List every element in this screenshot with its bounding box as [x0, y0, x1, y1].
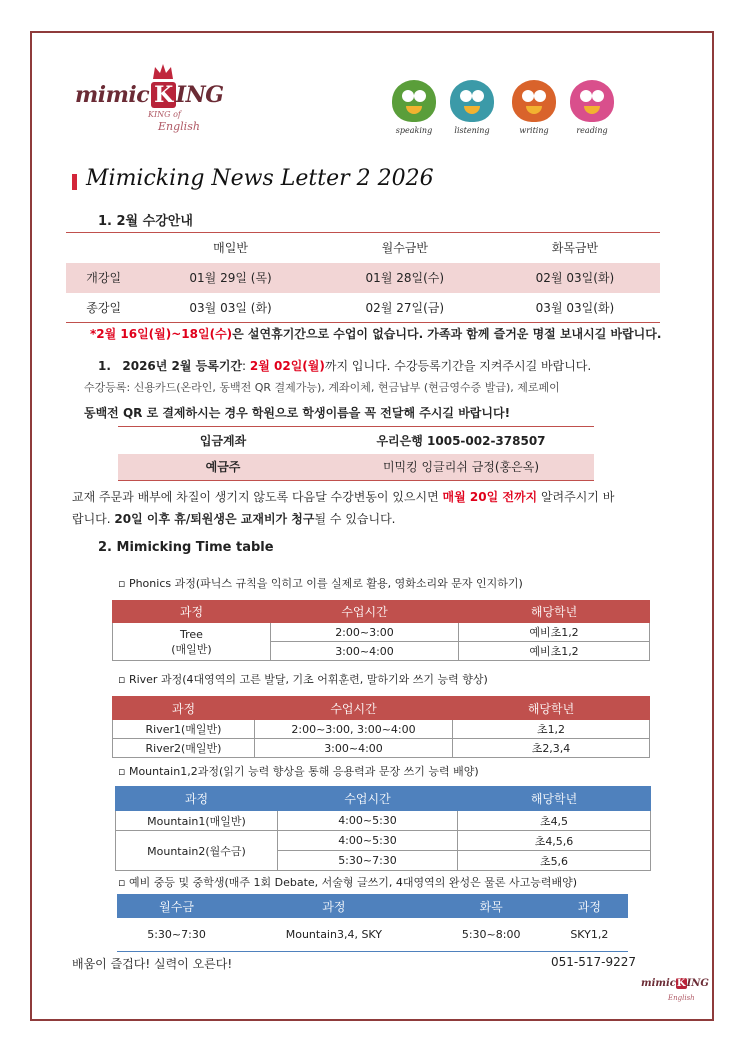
col-header: 월수금	[117, 894, 236, 918]
footer-logo: mimicKING	[641, 978, 709, 989]
account-label: 입금계좌	[118, 427, 328, 454]
mountain-title: ▫ Mountain1,2과정(읽기 능력 향상을 통해 응용력과 문장 쓰기 능력 배양)	[118, 765, 479, 778]
grade: 예비초1,2	[459, 642, 650, 661]
schedule-header: 월수금반	[320, 233, 490, 263]
col-header: 수업시간	[278, 787, 458, 811]
footer-phone: 051-517-9227	[551, 955, 637, 969]
grade: 초4,5,6	[458, 831, 651, 851]
class-time: 2:00~3:00, 3:00~4:00	[255, 720, 453, 739]
title-marker	[72, 174, 77, 190]
row-label: 종강일	[66, 293, 141, 323]
col-header: 해당학년	[453, 697, 650, 720]
bird-label: writing	[519, 126, 549, 135]
course-name: Tree (매일반)	[113, 623, 271, 661]
section1-heading: 1. 2월 수강안내	[98, 214, 193, 229]
schedule-cell: 01월 28일(수)	[320, 263, 490, 293]
class-time: 4:00~5:30	[278, 831, 458, 851]
col-header: 해당학년	[459, 601, 650, 623]
phonics-title: ▫ Phonics 과정(파닉스 규칙을 익히고 이를 실제로 활용, 영화소리와 문자 인지하기)	[118, 577, 523, 590]
bird-speaking-icon	[392, 80, 436, 122]
grade: 초2,3,4	[453, 739, 650, 758]
footer-logo-english: English	[668, 994, 695, 1002]
newsletter-title: Mimicking News Letter 2 2026	[86, 166, 434, 191]
river-table	[112, 696, 650, 758]
col-header: 과정	[551, 894, 628, 918]
logo-english: English	[158, 120, 200, 133]
bird-reading-icon	[570, 80, 614, 122]
bird-label: listening	[454, 126, 490, 135]
col-header: 과정	[236, 894, 432, 918]
course-name: Mountain3,4, SKY	[236, 918, 432, 951]
class-time: 5:30~8:00	[432, 918, 551, 951]
grade: 예비초1,2	[459, 623, 650, 642]
schedule-header: 매일반	[141, 233, 319, 263]
footer-slogan: 배움이 즐겁다! 실력이 오른다!	[72, 957, 233, 971]
registration-period: 1. 2026년 2월 등록기간: 2월 02일(월)까지 입니다. 수강등록기간을 지켜주시길 바랍니다.	[98, 359, 592, 373]
grade: 초5,6	[458, 851, 651, 871]
schedule-header: 화목금반	[490, 233, 660, 263]
col-header: 수업시간	[271, 601, 459, 623]
textbook-notice: 교재 주문과 배부에 차질이 생기지 않도록 다음달 수강변동이 있으시면 매월 20일 전까지 알려주시기 바 랍니다. 20일 이후 휴/퇴원생은 교재비가 청구될 수 있습니다.	[72, 490, 615, 526]
account-holder-value: 미믹킹 잉글리쉬 금정(홍은옥)	[328, 454, 594, 481]
schedule-cell: 03월 03일(화)	[490, 293, 660, 323]
schedule-cell: 02월 27일(금)	[320, 293, 490, 323]
class-time: 4:00~5:30	[278, 811, 458, 831]
grade: 초4,5	[458, 811, 651, 831]
middle-title: ▫ 예비 중등 및 중학생(매주 1회 Debate, 서술형 글쓰기, 4대영역의 완성은 물론 사고능력배양)	[118, 876, 578, 889]
class-time: 5:30~7:30	[117, 918, 236, 951]
course-name: Mountain2(월수금)	[116, 831, 278, 871]
class-time: 3:00~4:00	[271, 642, 459, 661]
course-name: SKY1,2	[551, 918, 628, 951]
row-label: 개강일	[66, 263, 141, 293]
section2-heading: 2. Mimicking Time table	[98, 540, 274, 555]
brand-logo: mimic K ING	[75, 82, 224, 108]
course-name: River2(매일반)	[113, 739, 255, 758]
account-table	[118, 426, 594, 481]
schedule-table	[66, 232, 660, 323]
grade: 초1,2	[453, 720, 650, 739]
schedule-cell: 03월 03일 (화)	[141, 293, 319, 323]
account-holder-label: 예금주	[118, 454, 328, 481]
phonics-table	[112, 600, 650, 661]
qr-notice: 동백전 QR 로 결제하시는 경우 학원으로 학생이름을 꼭 전달해 주시길 바랍니다!	[84, 406, 511, 420]
account-value: 우리은행 1005-002-378507	[328, 427, 594, 454]
logo-subtitle: KING of	[148, 110, 181, 119]
col-header: 수업시간	[255, 697, 453, 720]
bird-label: speaking	[395, 126, 433, 135]
schedule-cell: 01월 29일 (목)	[141, 263, 319, 293]
holiday-notice: *2월 16일(월)~18일(수)은 설연휴기간으로 수업이 없습니다. 가족과 함께 즐거운 명절 보내시길 바랍니다.	[90, 327, 662, 341]
payment-methods: 수강등록: 신용카드(온라인, 동백전 QR 결제가능), 계좌이체, 현금납부 (현금영수증 발급), 제로페이	[84, 381, 560, 394]
schedule-cell: 02월 03일(화)	[490, 263, 660, 293]
bird-label: reading	[576, 126, 608, 135]
river-title: ▫ River 과정(4대영역의 고른 발달, 기초 어휘훈련, 말하기와 쓰기 능력 향상)	[118, 673, 488, 686]
class-time: 2:00~3:00	[271, 623, 459, 642]
course-name: Mountain1(매일반)	[116, 811, 278, 831]
col-header: 과정	[116, 787, 278, 811]
col-header: 과정	[113, 601, 271, 623]
schedule-header	[66, 233, 141, 263]
col-header: 화목	[432, 894, 551, 918]
crown-icon	[152, 63, 174, 81]
col-header: 해당학년	[458, 787, 651, 811]
col-header: 과정	[113, 697, 255, 720]
class-time: 5:30~7:30	[278, 851, 458, 871]
middle-table	[117, 894, 628, 952]
mountain-table	[115, 786, 651, 871]
course-name: River1(매일반)	[113, 720, 255, 739]
class-time: 3:00~4:00	[255, 739, 453, 758]
bird-writing-icon	[512, 80, 556, 122]
bird-listening-icon	[450, 80, 494, 122]
